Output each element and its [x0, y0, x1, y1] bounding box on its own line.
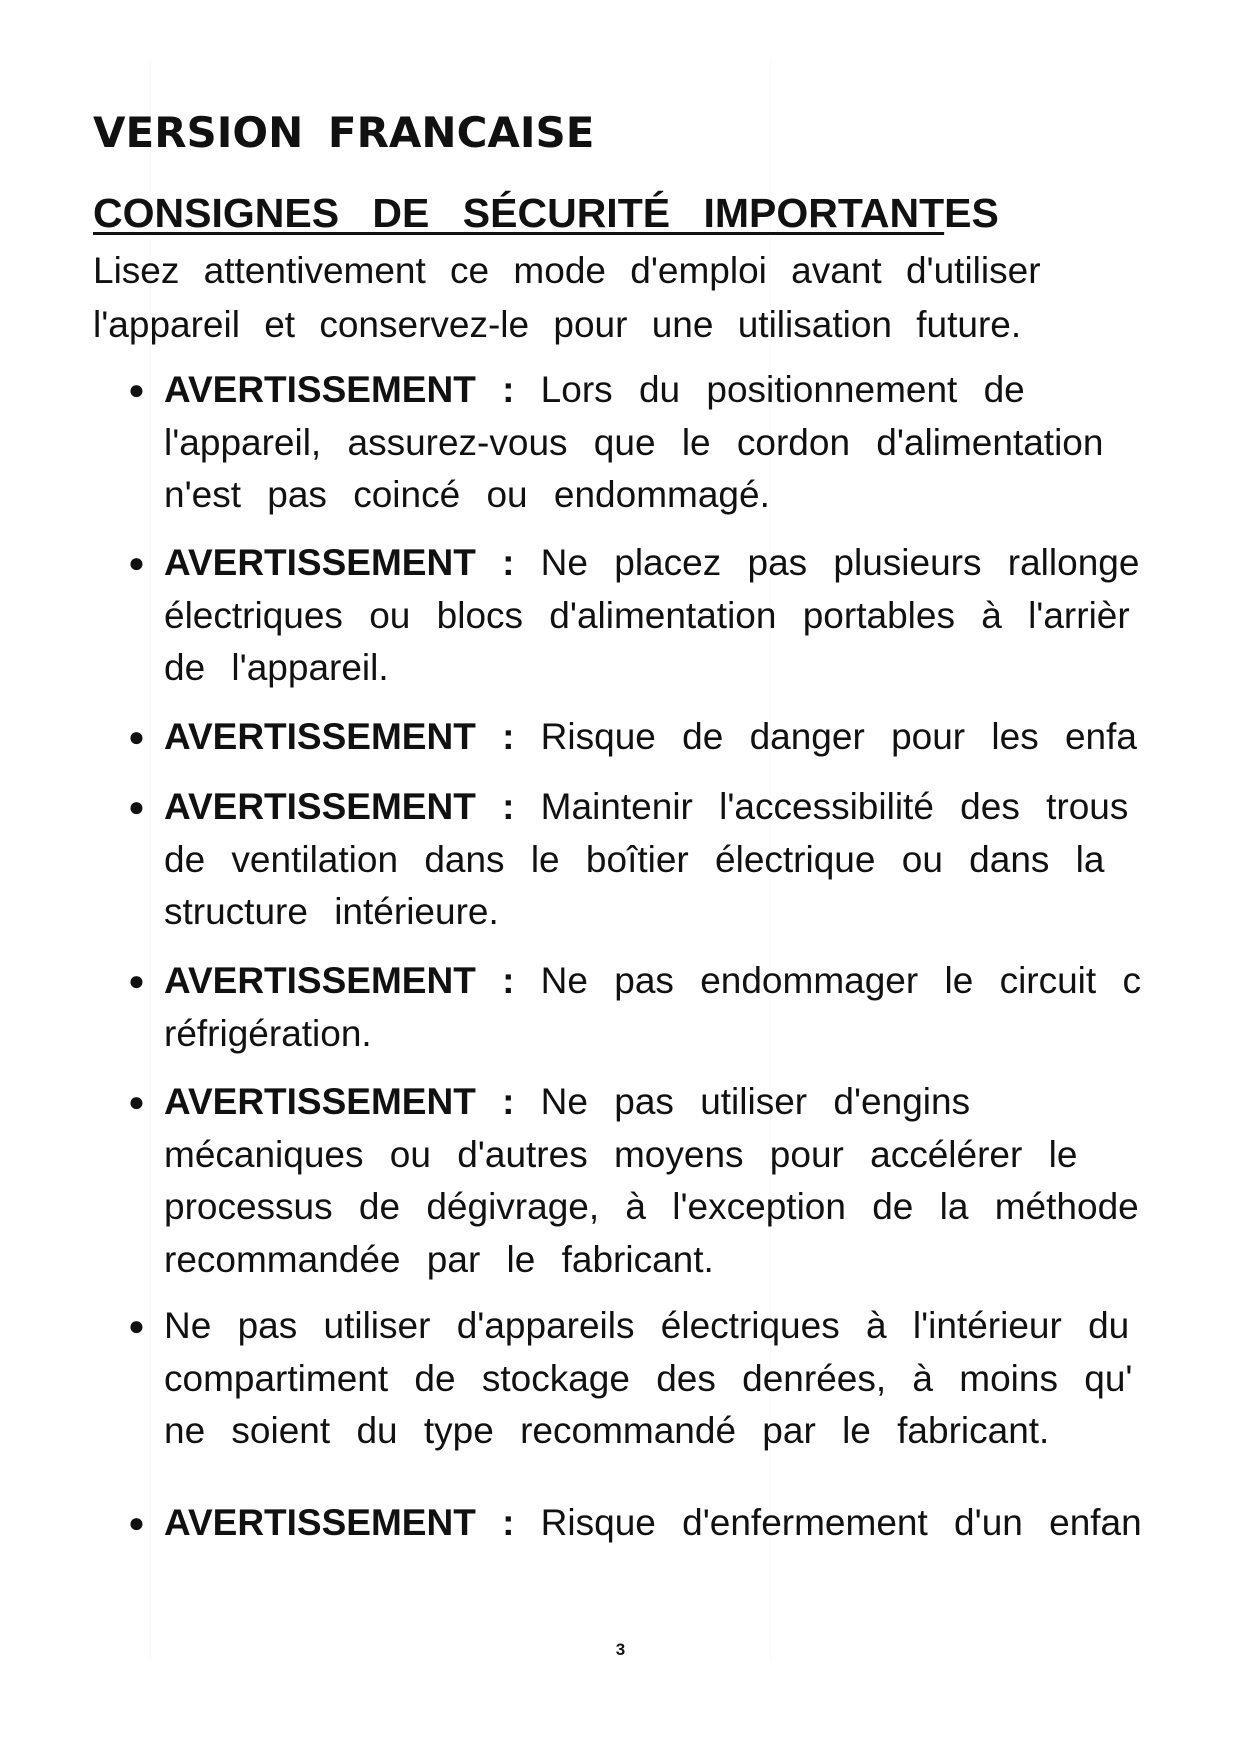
warning-item [128, 781, 1213, 939]
warning-text: recommandée par le fabricant. [164, 1238, 714, 1280]
bullet-icon: ● [128, 1507, 145, 1538]
intro-line: l'appareil et conservez-le pour une utilisation future. [93, 304, 1022, 345]
warning-text: Risque d'enfermement d'un enfan [514, 1502, 1142, 1543]
bullet-icon: ● [128, 374, 145, 405]
bullet-icon: ● [128, 791, 145, 822]
warning-item [128, 955, 1213, 1060]
warning-text: de l'appareil. [164, 647, 389, 688]
warning-item [128, 537, 1213, 695]
warning-item [128, 1076, 1213, 1286]
warning-item [128, 364, 1213, 522]
bullet-icon: ● [128, 721, 145, 752]
warning-label: AVERTISSEMENT : [164, 960, 515, 1001]
bullet-icon: ● [128, 1086, 145, 1117]
warning-label: AVERTISSEMENT : [164, 1081, 515, 1122]
section-title-underlined: CONSIGNES DE SÉCURITÉ IMPORTANT [93, 190, 945, 236]
warning-text: Maintenir l'accessibilité des trous [514, 786, 1129, 827]
warning-text: réfrigération. [164, 1012, 372, 1054]
warning-text: Ne pas utiliser d'appareils électriques à l'intérieur du [164, 1305, 1130, 1346]
warning-text: processus de dégivrage, à l'exception de la méthode [164, 1186, 1139, 1227]
warning-label: AVERTISSEMENT : [164, 786, 515, 827]
warning-label: AVERTISSEMENT : [164, 1502, 515, 1543]
warning-text: compartiment de stockage des denrées, à moins qu' [164, 1357, 1133, 1399]
warning-text: Risque de danger pour les enfa [514, 716, 1137, 757]
warning-text: structure intérieure. [164, 891, 499, 932]
warning-label: AVERTISSEMENT : [164, 542, 515, 583]
bullet-icon: ● [128, 1310, 145, 1341]
warning-text: électriques ou blocs d'alimentation portables à l'arrièr [164, 594, 1130, 636]
section-title-rest: ES [944, 190, 999, 236]
warning-item [128, 1497, 1213, 1550]
warning-label: AVERTISSEMENT : [164, 716, 515, 757]
warning-text: Ne placez pas plusieurs rallonge [514, 542, 1140, 583]
bullet-icon: ● [128, 965, 145, 996]
warning-text: Ne pas utiliser d'engins [514, 1081, 971, 1122]
warning-item [128, 1300, 1213, 1458]
warning-list [128, 0, 1213, 1754]
warning-text: de ventilation dans le boîtier électrique ou dans la [164, 838, 1105, 880]
warning-text: Lors du positionnement de [514, 369, 1025, 410]
warning-text: n'est pas coincé ou endommagé. [164, 474, 770, 515]
bullet-icon: ● [128, 547, 145, 578]
warning-text: mécaniques ou d'autres moyens pour accélérer le [164, 1133, 1078, 1175]
warning-text: ne soient du type recommandé par le fabricant. [164, 1410, 1050, 1451]
warning-label: AVERTISSEMENT : [164, 369, 515, 410]
page-number: 3 [615, 1640, 626, 1659]
intro-line: Lisez attentivement ce mode d'emploi avant d'utiliser [93, 250, 1041, 291]
warning-text: Ne pas endommager le circuit c [514, 960, 1141, 1001]
warning-text: l'appareil, assurez-vous que le cordon d'alimentation [164, 421, 1104, 463]
warning-item [128, 711, 1213, 764]
document-heading: VERSION FRANCAISE [93, 108, 595, 157]
